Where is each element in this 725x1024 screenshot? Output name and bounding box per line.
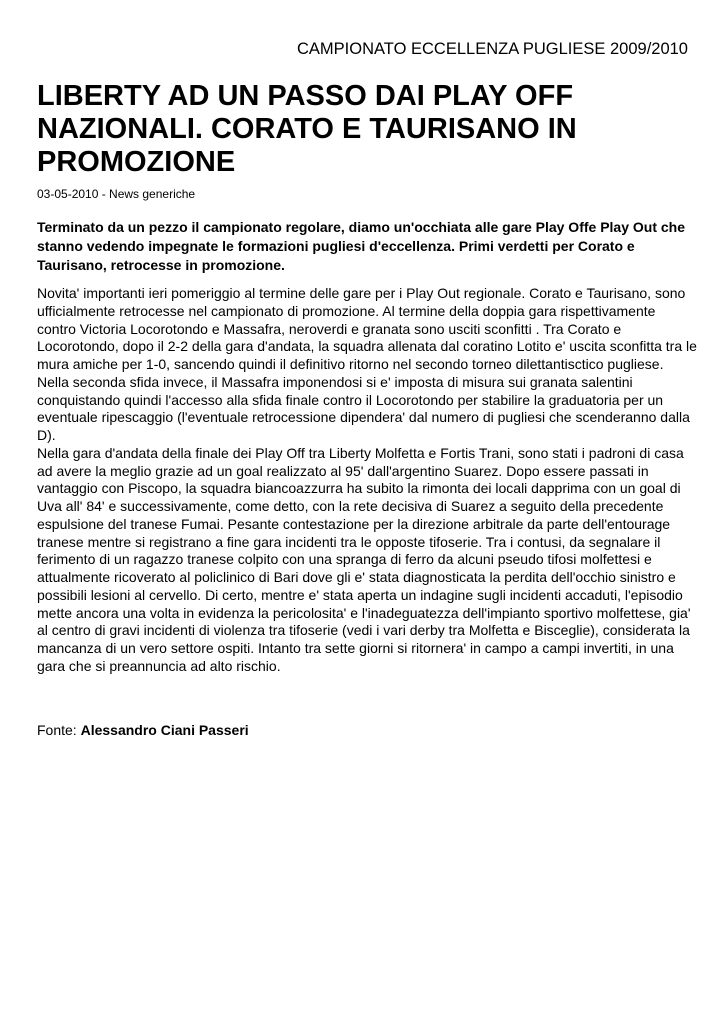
article-title: LIBERTY AD UN PASSO DAI PLAY OFF NAZIONALI. CORATO E TAURISANO IN PROMOZIONE <box>37 80 577 178</box>
article-meta: 03-05-2010 - News generiche <box>37 187 196 201</box>
source-author: Alessandro Ciani Passeri <box>80 722 249 738</box>
championship-header: CAMPIONATO ECCELLENZA PUGLIESE 2009/2010 <box>297 40 688 58</box>
article-body <box>37 285 697 676</box>
article-lead: Terminato da un pezzo il campionato regolare, diamo un'occhiata alle gare Play Offe Play Out che stanno vedendo impegnate le formazioni pugliesi d'eccellenza. Primi verdetti per Corato e Taurisano, retrocesse in promozione. <box>37 219 686 273</box>
article-paragraph: Nella gara d'andata della finale dei Play Off tra Liberty Molfetta e Fortis Trani, sono stati i padroni di casa ad avere la meglio grazie ad un goal realizzato al 95' dall'argentino Suarez. Dopo essere passati in vantaggio con Piscopo, la squadra biancoazzurra ha subito la rimonta dei locali dapprima con un goal di Uva all' 84' e successivamente, come detto, con la rete decisiva di Suarez a seguito della precedente espulsione del tranese Fumai. Pesante contestazione per la direzione arbitrale da parte dell'entourage tranese mentre si registrano a fine gara incidenti tra le opposte tifoserie. Tra i contusi, da segnalare il ferimento di un ragazzo tranese colpito con una spranga di ferro da alcuni pseudo tifosi molfettesi e attualmente ricoverato al policlinico di Bari dove gli e' stata diagnosticata la perdita dell'occhio sinistro e possibili lesioni al cervello. Di certo, mentre e' stata aperta un indagine sugli incidenti accaduti, l'episodio mette ancora una volta in evidenza la pericolosita' e l'inadeguatezza dell'impianto sportivo molfettese, gia' al centro di gravi incidenti di violenza tra tifoserie (vedi i vari derby tra Molfetta e Bisceglie), considerata la mancanza di un vero settore ospiti. Intanto tra sette giorni si ritornera' in campo a campi invertiti, in una gara che si preannuncia ad alto rischio. <box>37 444 691 674</box>
article-source <box>37 722 249 738</box>
source-label: Fonte: <box>37 722 81 738</box>
article-paragraph: Novita' importanti ieri pomeriggio al termine delle gare per i Play Out regionale. Corato e Taurisano, sono ufficialmente retrocesse nel campionato di promozione. Al termine della doppia gara rispettivamente contro Victoria Locorotondo e Massafra, neroverdi e granata sono usciti sconfitti . Tra Corato e Locorotondo, dopo il 2-2 della gara d'andata, la squadra allenata dal coratino Lotito e' uscita sconfitta tra le mura amiche per 1-0, sancendo quindi il definitivo ritorno nel secondo torneo dilettantisctico pugliese. Nella seconda sfida invece, il Massafra imponendosi si e' imposta di misura sui granata salentini conquistando quindi l'accesso alla sfida finale contro il Locorotondo per stabilire la graduatoria per un eventuale ripescaggio (l'eventuale retrocessione dipendera' dal numero di pugliesi che scenderanno dalla D). <box>37 285 697 443</box>
